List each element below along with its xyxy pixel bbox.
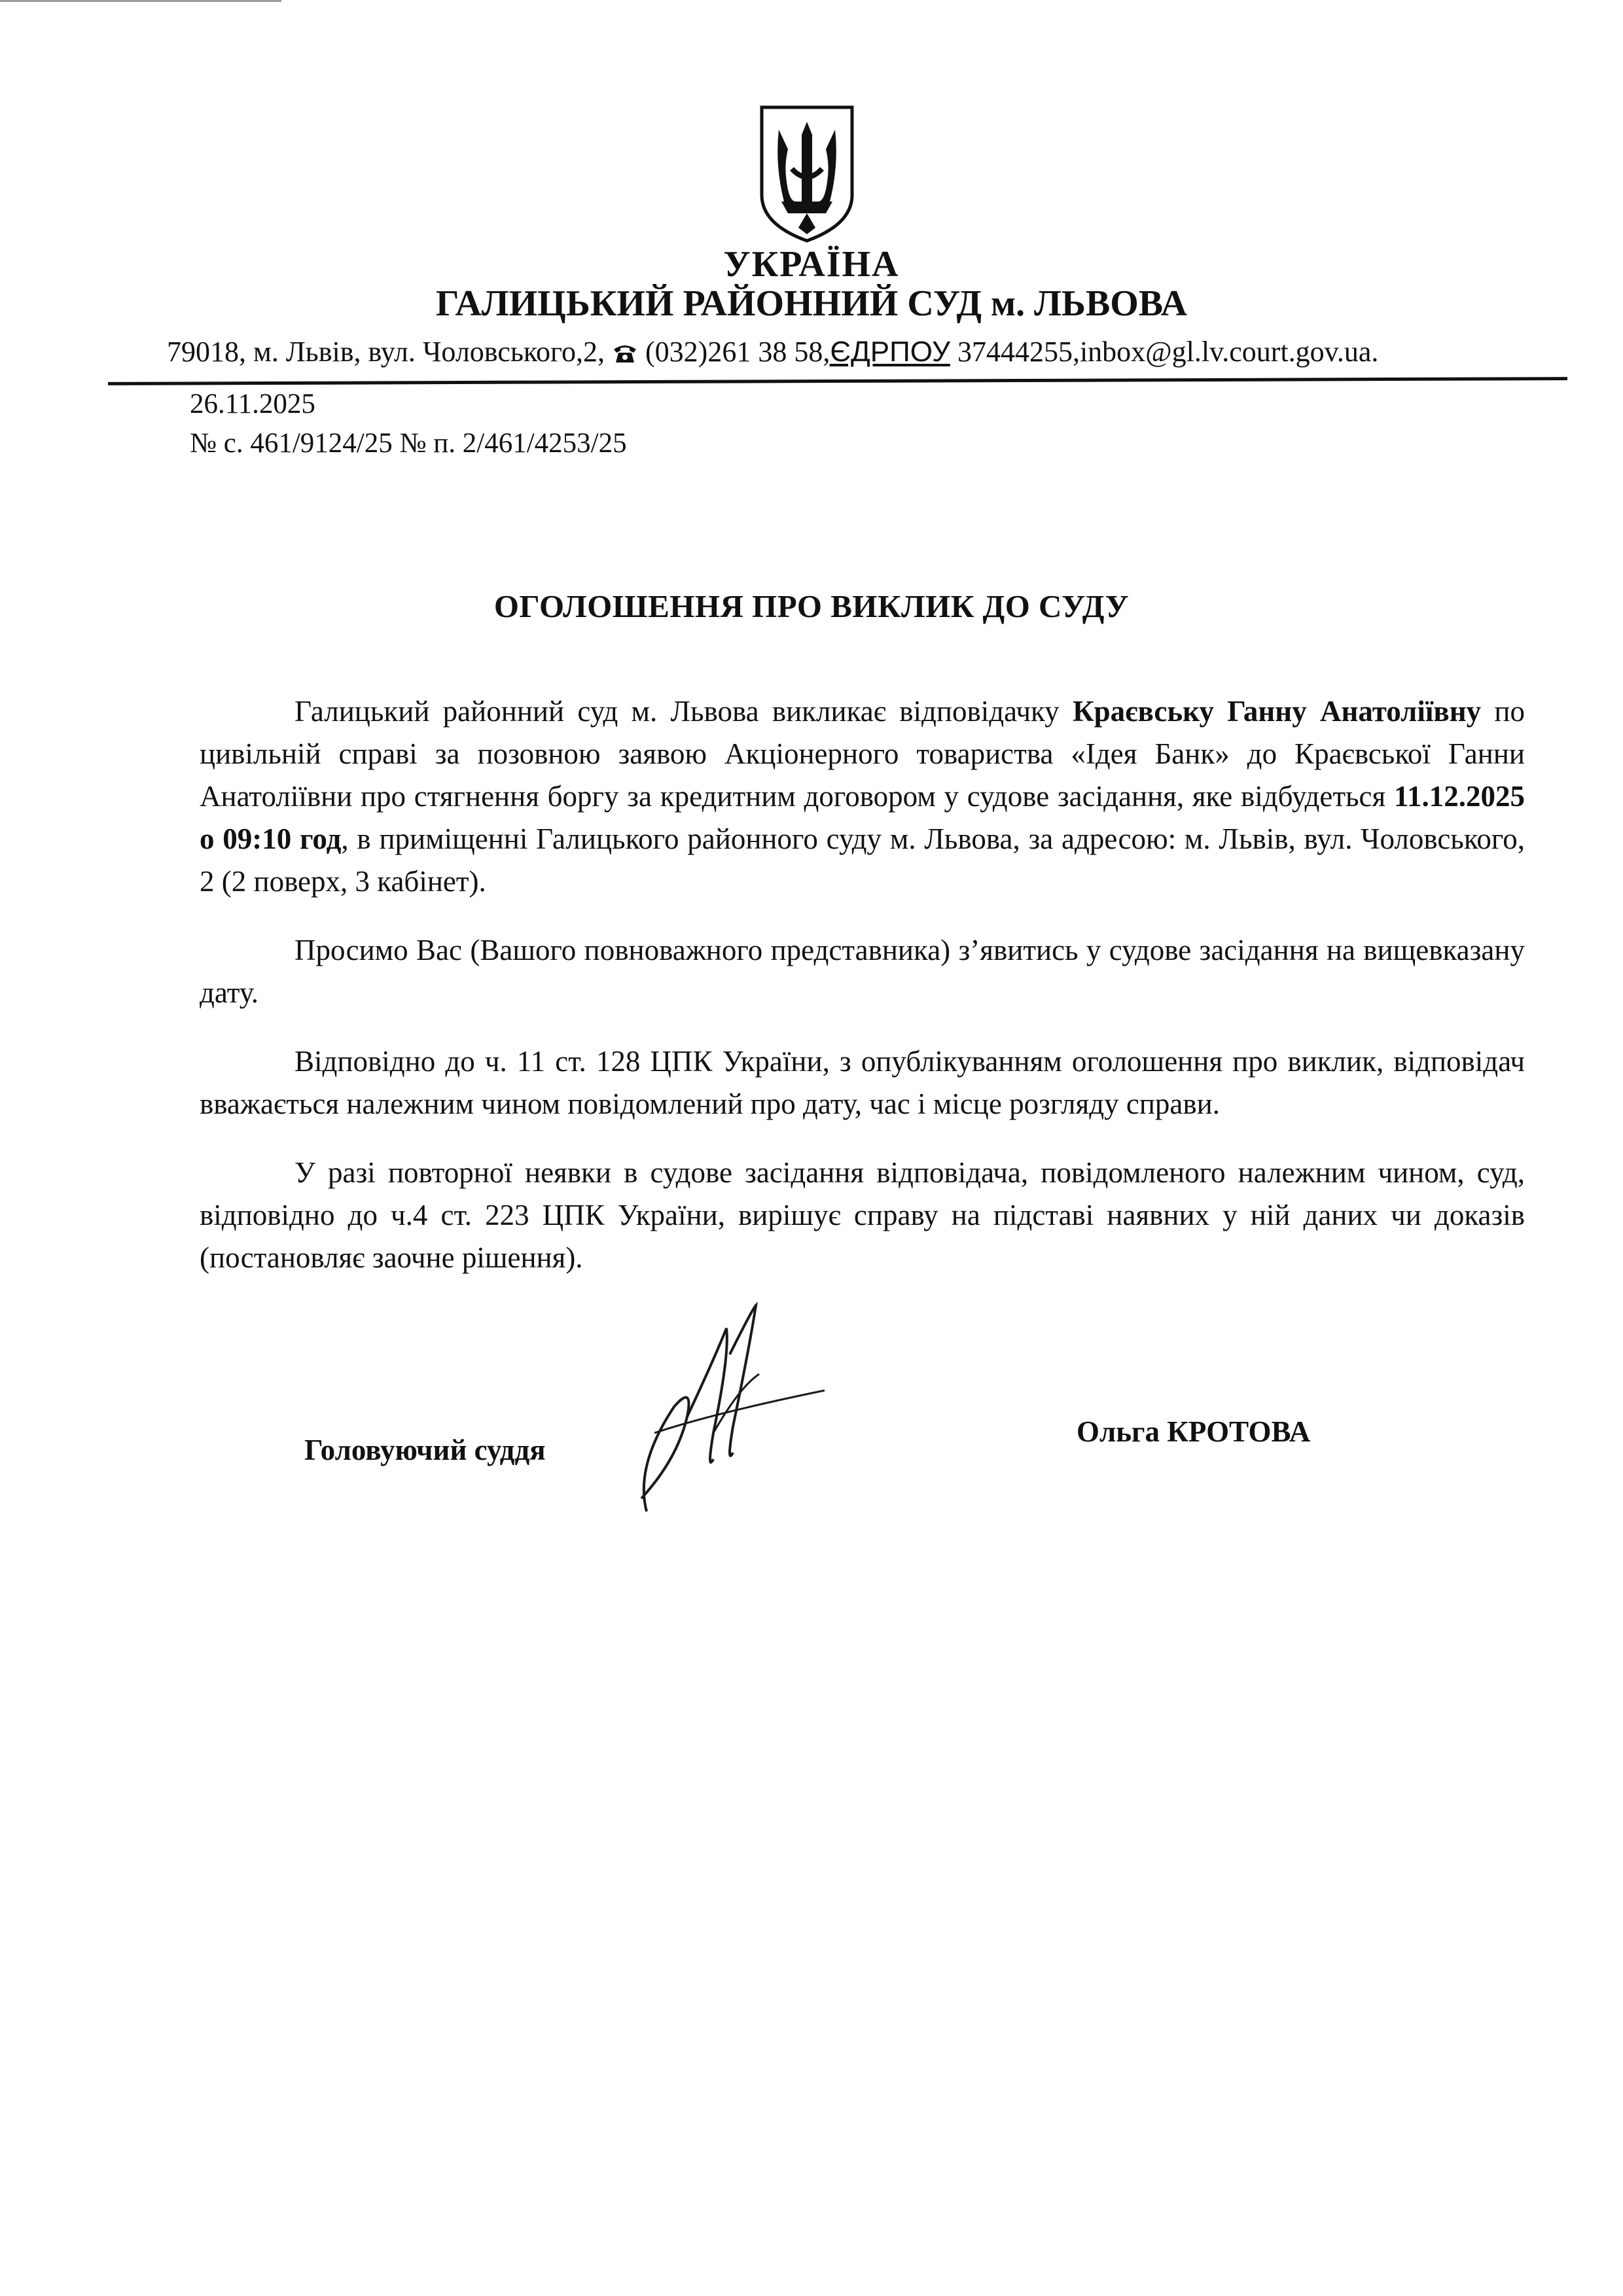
case-numbers: № с. 461/9124/25 № п. 2/461/4253/25	[190, 428, 627, 459]
court-address: 79018, м. Львів, вул. Чоловського,2,	[167, 336, 605, 368]
phone-icon	[612, 342, 638, 364]
paragraph-notice: Відповідно до ч. 11 ст. 128 ЦПК України, з опублікуванням оголошення про виклик, відповідач вважається належним чином повідомлений про дату, час і місце розгляду справи.	[200, 1045, 1525, 1120]
court-contact-line	[167, 335, 1574, 369]
document-title: ОГОЛОШЕННЯ ПРО ВИКЛИК ДО СУДУ	[493, 588, 1130, 624]
paragraph-request: Просимо Вас (Вашого повноважного представника) з’явитись у судове засідання на вищевказану дату.	[200, 934, 1525, 1009]
scan-edge-mark	[0, 0, 281, 2]
coat-of-arms-icon	[758, 103, 856, 244]
court-phone: (032)261 38 58	[645, 336, 823, 368]
paragraph-summons-case: по цивільній справі за позовною заявою Акціонерного товариства «Ідея Банк» до Краєвської Ганни Анатоліївни про стягнення боргу за кредитним договором у судове засідання, яке відбудеться	[200, 695, 1525, 813]
edrpou-and-email: 37444255,inbox@gl.lv.court.gov.ua.	[957, 336, 1379, 368]
underline-separator: ,	[823, 336, 830, 368]
signatory-name: Ольга КРОТОВА	[1077, 1415, 1311, 1448]
edrpou-label: ЄДРПОУ	[830, 336, 950, 368]
handwritten-signature	[615, 1302, 877, 1525]
paragraph-summons-intro: Галицький районний суд м. Львова викликає відповідачку	[294, 695, 1060, 728]
court-name: ГАЛИЦЬКИЙ РАЙОННИЙ СУД м. ЛЬВОВА	[435, 283, 1188, 324]
defendant-name: Краєвську Ганну Анатоліївну	[1072, 695, 1482, 728]
document-meta	[190, 385, 627, 463]
document-date: 26.11.2025	[190, 389, 315, 419]
header-divider	[108, 377, 1567, 385]
paragraph-summons-location: , в приміщенні Галицького районного суду м. Львова, за адресою: м. Львів, вул. Чоловського, 2 (2 поверх, 3 кабінет).	[200, 822, 1525, 898]
paragraph-summons	[200, 690, 1525, 903]
paragraph-consequence: У разі повторної неявки в судове засідання відповідача, повідомленого належним чином, суд, відповідно до ч.4 ст. 223 ЦПК України, вирішує справу на підставі наявних у ній даних чи доказів (постановляє заочне рішення).	[200, 1156, 1525, 1274]
country-heading: УКРАЇНА	[723, 244, 900, 285]
hearing-datetime: 11.12.2025 о 09:10 год	[200, 780, 1525, 855]
signatory-role: Головуючий суддя	[304, 1434, 546, 1466]
document-body	[200, 690, 1525, 1279]
